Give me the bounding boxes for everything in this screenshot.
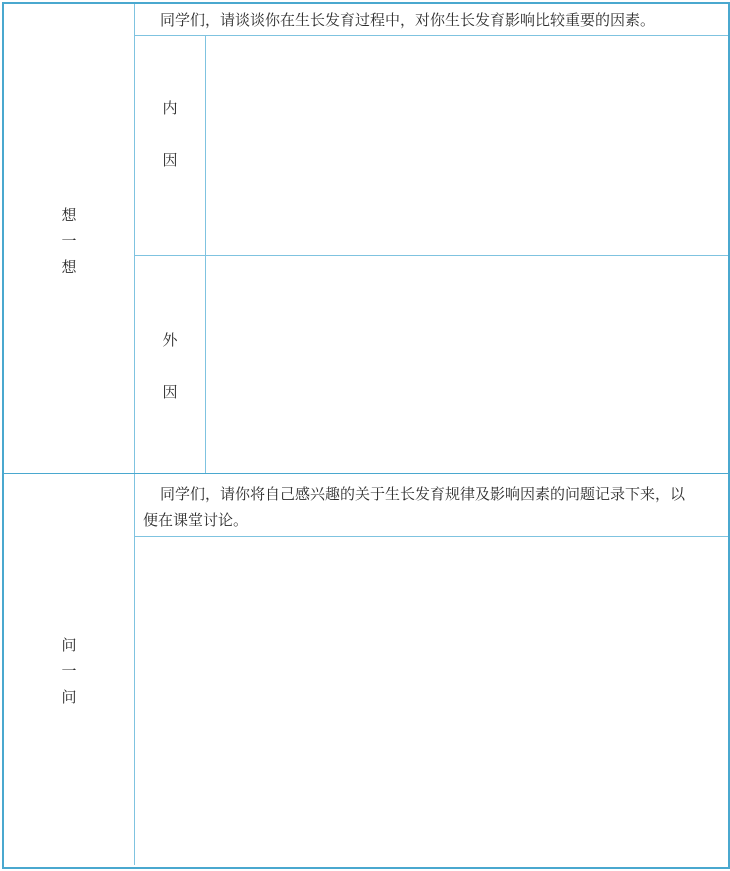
think-label-char-1: 想 [61,206,77,224]
internal-factor-label-char-2: 因 [162,151,178,169]
section-divider [4,473,728,474]
internal-factor-answer-area[interactable] [206,36,728,255]
internal-factor-label-char-1: 内 [162,99,178,117]
ask-label-char-1: 问 [61,636,77,654]
ask-prompt-line-2: 便在课堂讨论。 [143,511,249,529]
questions-answer-area[interactable] [135,537,728,865]
external-factor-answer-area[interactable] [206,256,728,473]
ask-label-char-2: 一 [61,662,77,680]
external-factor-label-char-2: 因 [162,383,178,401]
think-prompt: 同学们，请谈谈你在生长发育过程中，对你生长发育影响比较重要的因素。 [160,11,656,29]
think-label-char-3: 想 [61,258,77,276]
ask-label-char-3: 问 [61,688,77,706]
ask-prompt-line-1: 同学们，请你将自己感兴趣的关于生长发育规律及影响因素的问题记录下来，以 [160,485,686,503]
think-label-char-2: 一 [61,232,77,250]
external-factor-label-char-1: 外 [162,331,178,349]
